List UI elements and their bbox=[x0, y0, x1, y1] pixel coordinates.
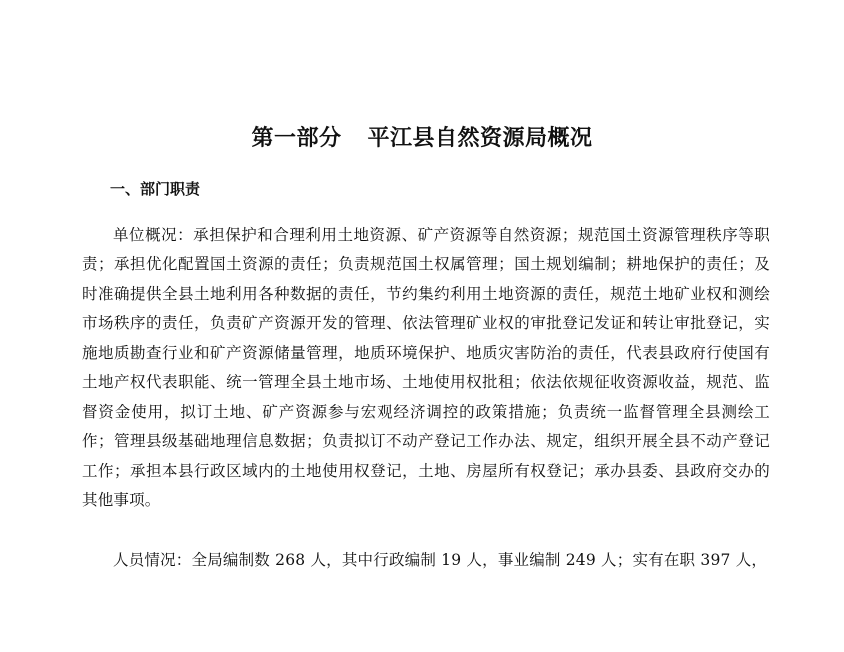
section-heading: 一、部门职责 bbox=[110, 180, 201, 198]
part-label: 第一部分 bbox=[251, 126, 342, 151]
paragraph-staffing: 人员情况：全局编制数 268 人，其中行政编制 19 人，事业编制 249 人；实有在职 397 人， bbox=[113, 550, 768, 569]
paragraph-unit-overview: 单位概况：承担保护和合理利用土地资源、矿产资源等自然资源；规范国土资源管理秩序等职责；承担优化配置国土资源的责任；负责规范国土权属管理；国土规划编制；耕地保护的责任；及时准确提供全县土地利用各种数据的责任，节约集约利用土地资源的责任，规范土地矿业权和测绘市场秩序的责任，负责矿产资源开发的管理、依法管理矿业权的审批登记发证和转让审批登记，实施地质勘查行业和矿产资源储量管理，地质环境保护、地质灾害防治的责任，代表县政府行使国有土地产权代表职能、统一管理全县土地市场、土地使用权批租；依法依规征收资源收益，规范、监督资金使用，拟订土地、矿产资源参与宏观经济调控的政策措施；负责统一监督管理全县测绘工作；管理县级基础地理信息数据；负责拟订不动产登记工作办法、规定，组织开展全县不动产登记工作；承担本县行政区域内的土地使用权登记，土地、房屋所有权登记；承办县委、县政府交办的其他事项。 bbox=[82, 225, 770, 509]
page-title bbox=[0, 124, 844, 154]
bureau-title: 平江县自然资源局概况 bbox=[367, 126, 593, 151]
